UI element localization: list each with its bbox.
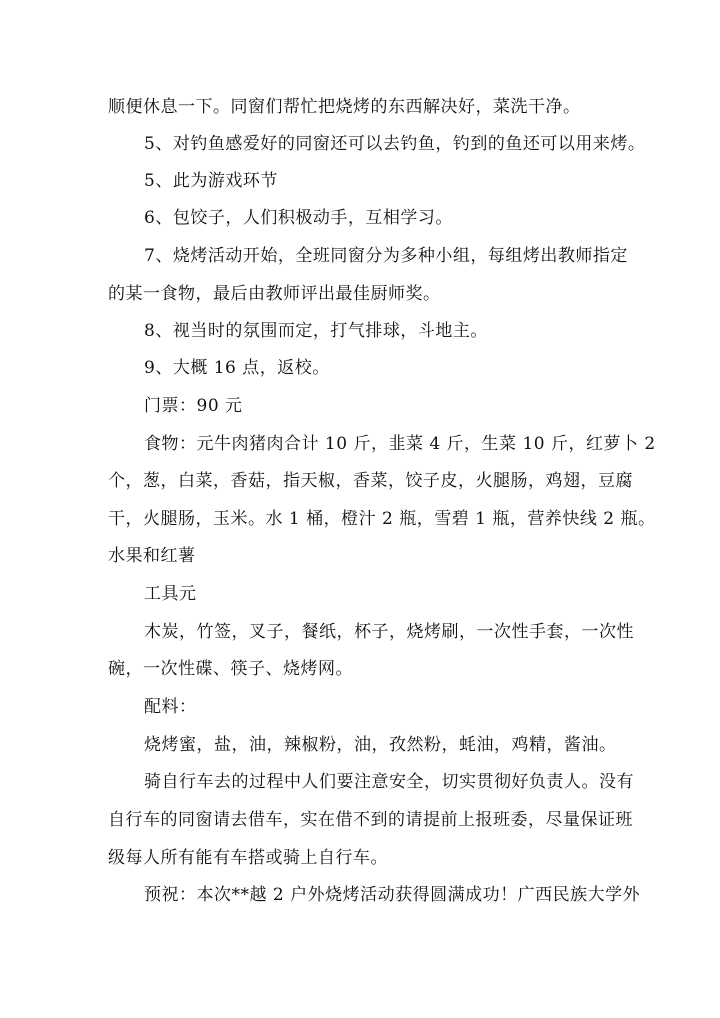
text-line: 骑自行车去的过程中人们要注意安全，切实贯彻好负责人。没有	[144, 772, 634, 792]
text-line: 碗，一次性碟、筷子、烧烤网。	[108, 659, 353, 679]
text-line: 级每人所有能有车搭或骑上自行车。	[108, 848, 388, 868]
text-line: 自行车的同窗请去借车，实在借不到的请提前上报班委，尽量保证班	[108, 810, 633, 830]
text-line: 木炭，竹签，叉子，餐纸，杯子，烧烤刷，一次性手套，一次性	[144, 622, 634, 642]
text-line: 8、视当时的氛围而定，打气排球，斗地主。	[144, 321, 488, 341]
text-line: 工具元	[144, 584, 197, 604]
text-line: 顺便休息一下。同窗们帮忙把烧烤的东西解决好，菜洗干净。	[108, 97, 581, 117]
text-line: 预祝：本次**越 2 户外烧烤活动获得圆满成功！广西民族大学外	[144, 885, 641, 905]
text-line: 个，葱，白菜，香菇，指天椒，香菜，饺子皮，火腿肠，鸡翅，豆腐	[108, 471, 633, 491]
text-line: 水果和红薯	[108, 546, 196, 566]
text-line: 的某一食物，最后由教师评出最佳厨师奖。	[108, 284, 441, 304]
text-line: 6、包饺子，人们积极动手，互相学习。	[144, 208, 453, 228]
text-line: 配料：	[144, 697, 197, 717]
text-line: 9、大概 16 点，返校。	[144, 358, 330, 378]
text-line: 食物：元牛肉猪肉合计 10 斤，韭菜 4 斤，生菜 10 斤，红萝卜 2	[144, 434, 656, 454]
text-line: 5、此为游戏环节	[144, 171, 278, 191]
text-line: 烧烤蜜，盐，油，辣椒粉，油，孜然粉，蚝油，鸡精，酱油。	[144, 735, 617, 755]
text-line: 干，火腿肠，玉米。水 1 桶，橙汁 2 瓶，雪碧 1 瓶，营养快线 2 瓶。	[108, 509, 656, 529]
text-line: 门票：90 元	[144, 396, 243, 416]
text-line: 5、对钓鱼感爱好的同窗还可以去钓鱼，钓到的鱼还可以用来烤。	[144, 134, 646, 154]
text-line: 7、烧烤活动开始，全班同窗分为多种小组，每组烤出教师指定	[144, 246, 628, 266]
